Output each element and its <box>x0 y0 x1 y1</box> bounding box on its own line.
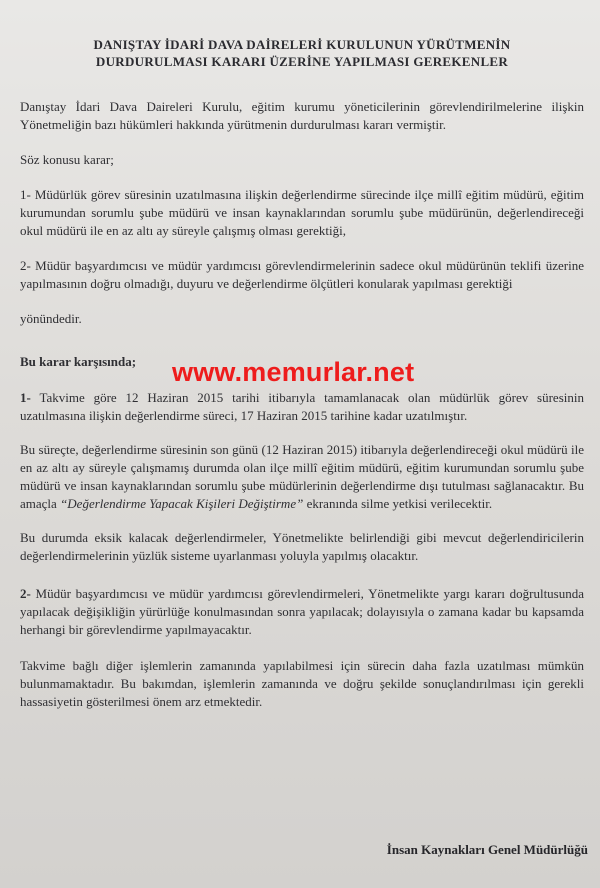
point-2-paragraph <box>20 585 584 639</box>
document-title <box>20 36 584 70</box>
point-1-number: 1- <box>20 390 31 405</box>
process-screen-name: “Değerlendirme Yapacak Kişileri Değiştirme” <box>60 496 304 511</box>
title-line-2: DURDURULMASI KARARI ÜZERİNE YAPILMASI GEREKENLER <box>95 54 509 69</box>
intro-paragraph: Danıştay İdari Dava Daireleri Kurulu, eğitim kurumu yöneticilerinin görevlendirilmelerine ilişkin Yönetmeliğin bazı hükümleri hakkında yürütmenin durdurulması kararı vermiştir. <box>20 99 584 132</box>
process-text-before: Bu süreçte, değerlendirme süresinin son günü (12 Haziran 2015) itibarıyla değerlendireceği okul müdürü ile en az altı ay süreyle çalışmamış durumda olan ilçe millî eğitim müdürü, eğitim kurumundan sorumlu şube müdürü ve insan kaynaklarından sorumlu şube müdürlerinin değerlendirme dışı tutulması sağlanacaktır. Bu amaçla <box>20 442 584 511</box>
point-2-number: 2- <box>20 586 31 601</box>
calendar-paragraph: Takvime bağlı diğer işlemlerin zamanında yapılabilmesi için sürecin daha fazla uzatılması mümkün bulunmamaktadır. Bu bakımdan, işlemlerin zamanında ve doğru şekilde sonuçlandırılması için gerekli hassasiyetin gösterilmesi önem arz etmektedir. <box>20 658 584 709</box>
title-line-1: DANIŞTAY İDARİ DAVA DAİRELERİ KURULUNUN YÜRÜTMENİN <box>93 37 511 52</box>
signature: İnsan Kaynakları Genel Müdürlüğü <box>386 842 588 857</box>
decision-item-2: 2- Müdür başyardımcısı ve müdür yardımcısı görevlendirmelerinin sadece okul müdürünün teklifi üzerine yapılmasının doğru olmadığı, duyuru ve değerlendirme ölçütleri konularak yapılması gerektiği <box>20 258 584 291</box>
point-1-paragraph <box>20 389 584 425</box>
watermark-text: www.memurlar.net <box>172 357 415 387</box>
process-text-after: ekranında silme yetkisi verilecektir. <box>306 496 493 511</box>
subject-line: Söz konusu karar; <box>20 152 114 167</box>
decision-item-1: 1- Müdürlük görev süresinin uzatılmasına ilişkin değerlendirme sürecinde ilçe millî eğitim müdürü, eğitim kurumundan sorumlu şube müdürü ve insan kaynaklarından sorumlu şube müdürünün, değerlendireceği okul müdürü ile en az altı ay süreyle çalışmış olması gerektiği, <box>20 187 584 238</box>
direction-line: yönündedir. <box>20 311 82 326</box>
against-heading: Bu karar karşısında; <box>20 354 137 369</box>
missing-evaluations-paragraph: Bu durumda eksik kalacak değerlendirmeler, Yönetmelikte belirlendiği gibi mevcut değerlendiricilerin değerlendirmelerinin yüzlük sisteme uyarlanması yoluyla yapılmış olacaktır. <box>20 530 584 563</box>
point-1-text: Takvime göre 12 Haziran 2015 tarihi itibarıyla tamamlanacak olan müdürlük görev süresinin uzatılmasına ilişkin değerlendirme süreci, 17 Haziran 2015 tarihine kadar uzatılmıştır. <box>20 390 584 423</box>
point-2-text: Müdür başyardımcısı ve müdür yardımcısı görevlendirmeleri, Yönetmelikte yargı kararı doğrultusunda yapılacak değişikliğin yürürlüğe konulmasından sonra yapılacak; dolayısıyla o zamana kadar bu kapsamda herhangi bir görevlendirme yapılmayacaktır. <box>20 586 585 637</box>
process-paragraph <box>20 441 584 513</box>
